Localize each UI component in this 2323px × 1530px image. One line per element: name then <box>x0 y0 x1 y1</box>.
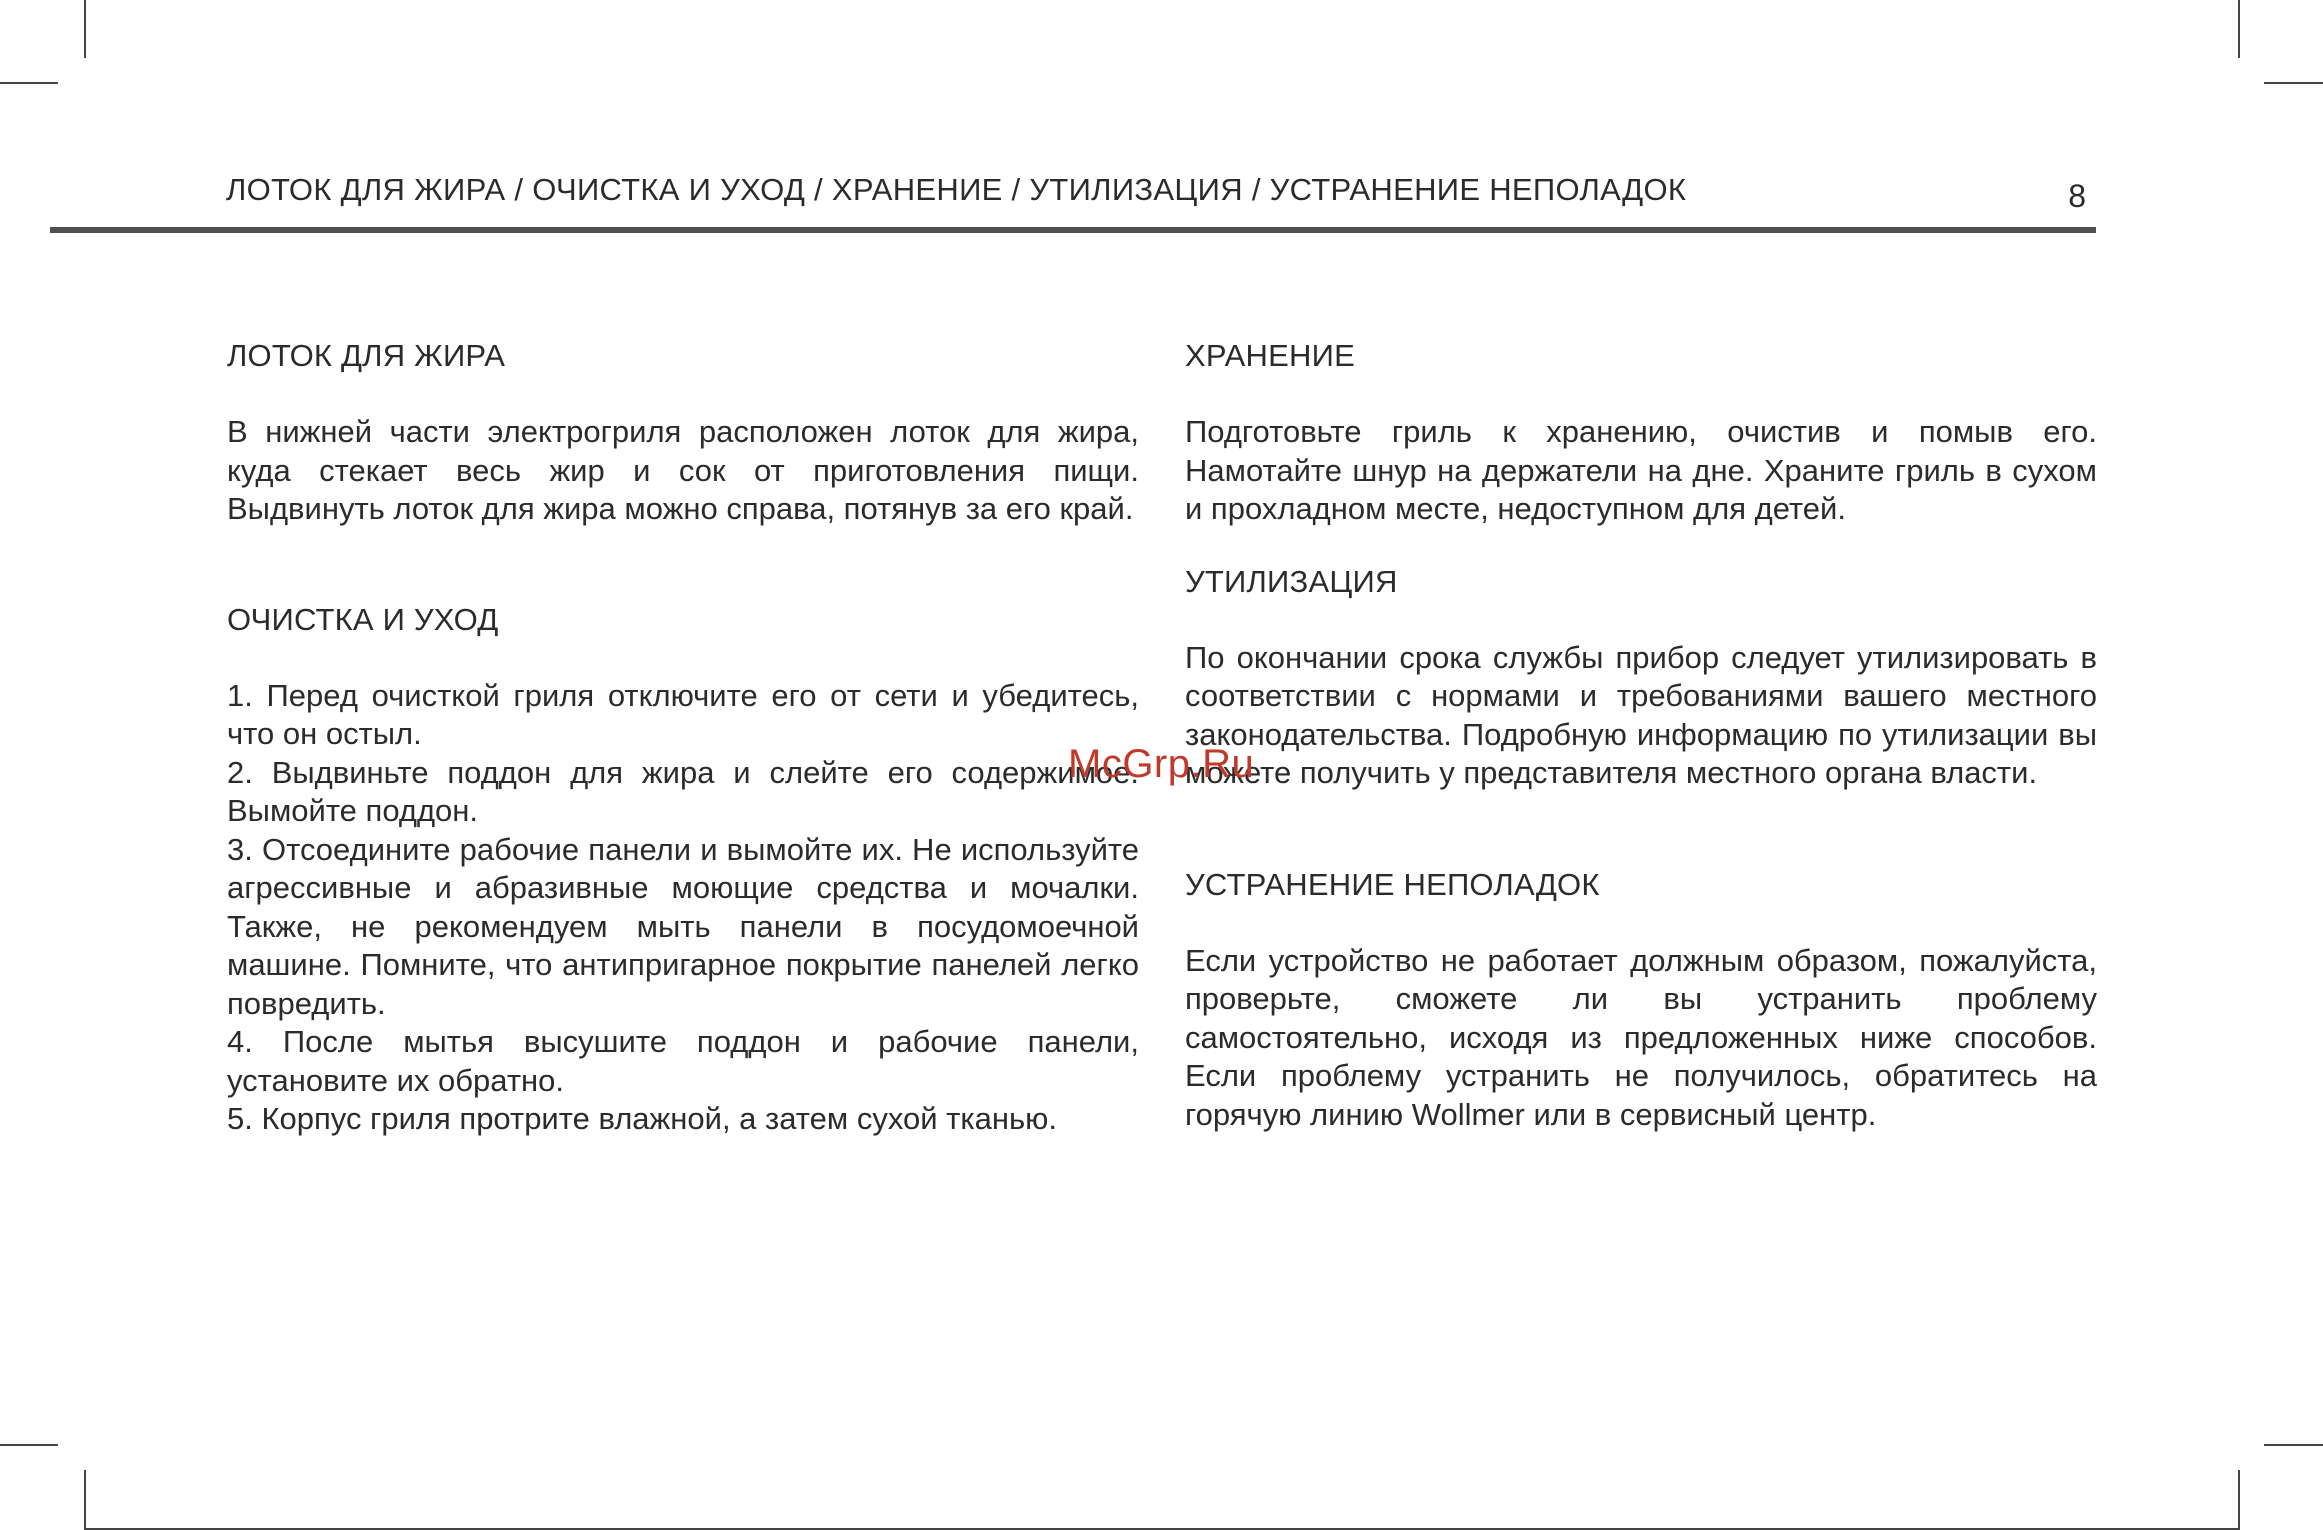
cleaning-step: 4. После мытья высушите поддон и рабочие панели, установите их обратно. <box>227 1024 1139 1098</box>
header-title: ЛОТОК ДЛЯ ЖИРА / ОЧИСТКА И УХОД / ХРАНЕНИЕ / УТИЛИЗАЦИЯ / УСТРАНЕНИЕ НЕПОЛАДОК <box>226 172 1687 207</box>
page-header <box>226 172 2096 222</box>
watermark: McGrp.Ru <box>1068 742 1255 786</box>
section-heading-cleaning: ОЧИСТКА И УХОД <box>227 601 499 637</box>
section-heading-grease-tray: ЛОТОК ДЛЯ ЖИРА <box>227 338 506 373</box>
crop-mark <box>2238 1470 2240 1530</box>
section-heading-troubleshooting: УСТРАНЕНИЕ НЕПОЛАДОК <box>1185 866 1600 902</box>
right-column <box>1185 336 2097 1134</box>
disposal-text: По окончании срока службы прибор следует утилизировать в соответствии с нормами и требованиями вашего местного законодательства. Подробную информацию по утилизации вы можете получить у представителя местного органа власти. <box>1185 639 2097 790</box>
crop-mark <box>2264 1444 2323 1446</box>
cleaning-step: 2. Выдвиньте поддон для жира и слейте его содержимое. Вымойте поддон. <box>227 754 1139 828</box>
crop-mark <box>84 1470 86 1530</box>
storage-text: Подготовьте гриль к хранению, очистив и помыв его. Намотайте шнур на держатели на дне. Храните гриль в сухом и прохладном месте, недоступном для детей. <box>1185 414 2097 526</box>
crop-mark <box>2264 82 2323 84</box>
page-number: 8 <box>2068 178 2086 214</box>
crop-mark <box>0 1444 58 1446</box>
cleaning-step: 3. Отсоедините рабочие панели и вымойте их. Не используйте агрессивные и абразивные моющие средства и мочалки. Также, не рекомендуем мыть панели в посудомоечной машине. Помните, что антипригарное покрытие панелей легко повредить. <box>227 831 1139 1021</box>
header-divider <box>50 227 2096 233</box>
troubleshooting-text: Если устройство не работает должным образом, пожалуйста, проверьте, сможете ли вы устранить проблему самостоятельно, исходя из предложенных ниже способов. Если проблему устранить не получилось, обратитесь на горячую линию Wollmer или в сервисный центр. <box>1185 942 2097 1132</box>
section-heading-storage: ХРАНЕНИЕ <box>1185 338 1355 373</box>
section-heading-disposal: УТИЛИЗАЦИЯ <box>1185 563 1398 599</box>
crop-mark <box>84 0 86 58</box>
left-column <box>227 336 1139 1139</box>
cleaning-step: 5. Корпус гриля протрите влажной, а затем сухой тканью. <box>227 1101 1057 1136</box>
crop-mark <box>0 82 58 84</box>
crop-mark <box>2238 0 2240 58</box>
cleaning-steps-list <box>227 677 1139 1139</box>
cleaning-step: 1. Перед очисткой гриля отключите его от сети и убедитесь, что он остыл. <box>227 677 1139 751</box>
grease-tray-text: В нижней части электрогриля расположен лоток для жира, куда стекает весь жир и сок от приготовления пищи. Выдвинуть лоток для жира можно справа, потянув за его край. <box>227 414 1139 526</box>
